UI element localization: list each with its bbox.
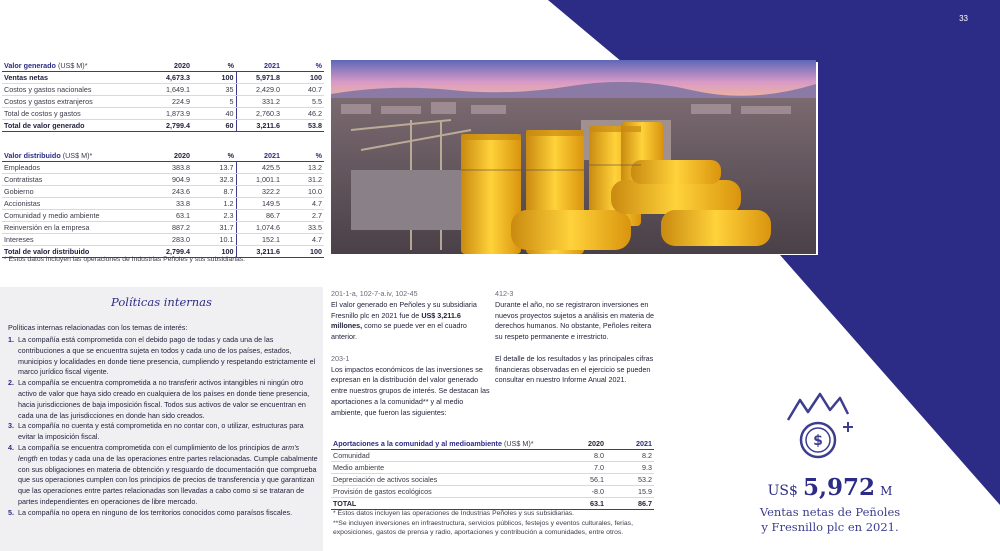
row-label: Comunidad bbox=[331, 450, 556, 462]
value-generated-title: Valor generado (US$ M)* bbox=[2, 60, 142, 72]
text-column-1 bbox=[331, 289, 493, 429]
value-distributed-footnote: * Estos datos incluyen las operaciones de Industrias Peñoles y sus subsidiarias. bbox=[4, 256, 246, 263]
table-row bbox=[2, 108, 324, 120]
cell-value: 425.5 bbox=[236, 162, 282, 174]
cell-value: 5,971.8 bbox=[236, 72, 282, 84]
cell-value: 53.8 bbox=[282, 120, 324, 132]
cell-value: 224.9 bbox=[142, 96, 192, 108]
table-row bbox=[331, 474, 654, 486]
cell-value: 31.2 bbox=[282, 174, 324, 186]
row-label: Costos y gastos nacionales bbox=[2, 84, 142, 96]
cell-value: 13.2 bbox=[282, 162, 324, 174]
policy-item: 3. La compañía no cuenta y está comprometida en no contar con, o utilizar, estructuras para evitar la imposición fiscal. bbox=[8, 421, 304, 442]
value-distributed-table: Valor distribuido (US$ M)* 2020 % 2021 % Empleados 383.8 13.7 425.5 13.2 Contratistas 904.9 32.3 1,001.1 31.2 Gobierno 243.6 8.7 322.2 10.0 Accionistas 33.8 1.2 149.5 4.7 Comunidad y medio ambiente 63.1 2.3 86.7 2.7 Reinversión en la empresa 887.2 31.7 1,074.6 33.5 Intereses 283.0 10.1 152.1 4.7 Total de valor distribuido 2,799.4 100 3,211.6 100 bbox=[4, 151, 322, 256]
cell-value: 100 bbox=[192, 72, 236, 84]
table-row bbox=[2, 222, 324, 234]
policy-item: 4. La compañía se encuentra comprometida con el cumplimiento de los principios de arm's length en todas y cada una de las operaciones entre partes relacionadas. Cumple cabalmente con sus obligaciones en materia de obtención y resguardo de documentación que comprueba que sus operaciones cumplen con los principios de precios de transferencia y que garantizan que las operaciones entre partes relacionadas son llevadas a cabo como si se trataran de partes independientes en operaciones de libre mercado. bbox=[8, 442, 318, 506]
row-label: Ventas netas bbox=[2, 72, 142, 84]
row-label: Total de costos y gastos bbox=[2, 108, 142, 120]
value-generated-table: Valor generado (US$ M)* 2020 % 2021 % Ventas netas 4,673.3 100 5,971.8 100 Costos y gastos nacionales 1,649.1 35 2,429.0 40.7 Costos y gastos extranjeros 224.9 5 331.2 5.5 Total de costos y gastos 1,873.9 40 2,760.3 46.2 Total de valor generado 2,799.4 60 3,211.6 53.8 bbox=[4, 61, 322, 130]
row-label: Total de valor generado bbox=[2, 120, 142, 132]
row-label: Costos y gastos extranjeros bbox=[2, 96, 142, 108]
row-label: Accionistas bbox=[2, 198, 142, 210]
row-label: Gobierno bbox=[2, 186, 142, 198]
table-row bbox=[2, 162, 324, 174]
policies-title: Políticas internas bbox=[111, 295, 212, 309]
net-sales-caption: Ventas netas de Peñoles y Fresnillo plc en 2021. bbox=[759, 505, 901, 534]
cell-value: 86.7 bbox=[236, 210, 282, 222]
cell-value: 40.7 bbox=[282, 84, 324, 96]
policy-item: 2. La compañía se encuentra comprometida a no transferir activos intangibles ni ningún otro activo de valor que haya sido creado en cualquiera de los países en donde tiene presencia, hacia jurisdicciones de baja imposición fiscal. Todos sus activos de valor se encuentran en cada una de las jurisdicciones en donde han sido creados. bbox=[8, 378, 310, 420]
table-row bbox=[2, 234, 324, 246]
cell-value: 10.0 bbox=[282, 186, 324, 198]
contributions-footnote-1: * Estos datos incluyen las operaciones de Industrias Peñoles y sus subsidiarias. bbox=[333, 510, 575, 517]
cell-value: 4.7 bbox=[282, 234, 324, 246]
cell-value: 31.7 bbox=[192, 222, 236, 234]
cell-value: 60 bbox=[192, 120, 236, 132]
paragraph: El valor generado en Peñoles y su subsidiaria Fresnillo plc en 2021 fue de US$ 3,211.6 millones, como se puede ver en el cuadro anterior. bbox=[331, 299, 477, 342]
row-label: Medio ambiente bbox=[331, 462, 556, 474]
cell-value: 86.7 bbox=[606, 498, 654, 510]
cell-value: 33.8 bbox=[142, 198, 192, 210]
table-row bbox=[2, 186, 324, 198]
policy-item: 1. La compañía está comprometida con el debido pago de todas y cada una de las contribuciones a que se encuentra sujeta en todos y cada uno de los países, estados, municipios y localidades en donde tiene presencia, cumpliendo y respetando estrictamente el marco jurídico fiscal vigente. bbox=[8, 335, 316, 377]
cell-value: 8.0 bbox=[556, 450, 606, 462]
paragraph: Los impactos económicos de las inversiones se expresan en la distribución del valor generado entre nuestros grupos de interés. Se destacan las aportaciones a la comunidad** y al medio ambiente, que fueron las siguientes: bbox=[331, 364, 490, 417]
cell-value: 243.6 bbox=[142, 186, 192, 198]
cell-value: 33.5 bbox=[282, 222, 324, 234]
table-row bbox=[2, 72, 324, 84]
cell-value: 13.7 bbox=[192, 162, 236, 174]
cell-value: 40 bbox=[192, 108, 236, 120]
cell-value: 56.1 bbox=[556, 474, 606, 486]
table-row bbox=[331, 498, 654, 510]
policies-intro: Políticas internas relacionadas con los temas de interés: bbox=[8, 323, 188, 332]
table-row bbox=[2, 84, 324, 96]
table-row bbox=[2, 96, 324, 108]
cell-value: 1,074.6 bbox=[236, 222, 282, 234]
cell-value: 149.5 bbox=[236, 198, 282, 210]
table-row bbox=[2, 198, 324, 210]
gri-code: 201-1-a, 102-7-a.iv, 102-45 bbox=[331, 289, 418, 298]
cell-value: 3,211.6 bbox=[236, 246, 282, 258]
mine-plant-photo bbox=[331, 60, 816, 254]
cell-value: 152.1 bbox=[236, 234, 282, 246]
cell-value: 100 bbox=[192, 246, 236, 258]
svg-text:$: $ bbox=[813, 433, 823, 449]
cell-value: 2,799.4 bbox=[142, 246, 192, 258]
cell-value: 1,001.1 bbox=[236, 174, 282, 186]
cell-value: 7.0 bbox=[556, 462, 606, 474]
cell-value: 4,673.3 bbox=[142, 72, 192, 84]
cell-value: 4.7 bbox=[282, 198, 324, 210]
cell-value: 1,873.9 bbox=[142, 108, 192, 120]
contributions-table: Aportaciones a la comunidad y al medioambiente (US$ M)* 2020 2021 Comunidad 8.0 8.2 Medio ambiente 7.0 9.3 Depreciación de activos sociales 56.1 53.2 Provisión de gastos ecológicos -8.0 15.9 TOTAL 63.1 86.7 bbox=[333, 439, 652, 508]
table-row bbox=[331, 450, 654, 462]
cell-value: 9.3 bbox=[606, 462, 654, 474]
paragraph: Durante el año, no se registraron inversiones en nuevos proyectos sujetos a análisis en materia de derechos humanos. No obstante, Peñoles reitera su respeto permanente e irrestricto. bbox=[495, 299, 655, 342]
cell-value: 2,760.3 bbox=[236, 108, 282, 120]
cell-value: 100 bbox=[282, 246, 324, 258]
value-distributed-title: Valor distribuido (US$ M)* bbox=[2, 150, 142, 162]
table-row bbox=[331, 462, 654, 474]
cell-value: 3,211.6 bbox=[236, 120, 282, 132]
cell-value: 63.1 bbox=[142, 210, 192, 222]
row-label: Empleados bbox=[2, 162, 142, 174]
row-label: Depreciación de activos sociales bbox=[331, 474, 556, 486]
policy-item: 5. La compañía no opera en ninguno de los territorios conocidos como paraísos fiscales. bbox=[8, 507, 293, 517]
cell-value: 100 bbox=[282, 72, 324, 84]
cell-value: 10.1 bbox=[192, 234, 236, 246]
policies-list bbox=[8, 335, 320, 519]
cell-value: 46.2 bbox=[282, 108, 324, 120]
row-label: Comunidad y medio ambiente bbox=[2, 210, 142, 222]
cell-value: 2,429.0 bbox=[236, 84, 282, 96]
cell-value: 5 bbox=[192, 96, 236, 108]
internal-policies-box bbox=[0, 287, 323, 551]
net-sales-value: US$ 5,972 M bbox=[767, 474, 893, 501]
row-label: Provisión de gastos ecológicos bbox=[331, 486, 556, 498]
money-growth-icon bbox=[786, 392, 856, 464]
cell-value: 2.3 bbox=[192, 210, 236, 222]
table-row bbox=[331, 486, 654, 498]
table-row bbox=[2, 174, 324, 186]
cell-value: 5.5 bbox=[282, 96, 324, 108]
cell-value: 15.9 bbox=[606, 486, 654, 498]
cell-value: 63.1 bbox=[556, 498, 606, 510]
gri-code: 412-3 bbox=[495, 289, 514, 298]
cell-value: 8.7 bbox=[192, 186, 236, 198]
row-label: TOTAL bbox=[331, 498, 556, 510]
row-label: Reinversión en la empresa bbox=[2, 222, 142, 234]
cell-value: 322.2 bbox=[236, 186, 282, 198]
cell-value: 1.2 bbox=[192, 198, 236, 210]
contributions-title: Aportaciones a la comunidad y al medioambiente (US$ M)* bbox=[331, 438, 556, 450]
row-label: Contratistas bbox=[2, 174, 142, 186]
cell-value: 8.2 bbox=[606, 450, 654, 462]
cell-value: 1,649.1 bbox=[142, 84, 192, 96]
page-number: 33 bbox=[959, 14, 968, 23]
cell-value: 887.2 bbox=[142, 222, 192, 234]
cell-value: 53.2 bbox=[606, 474, 654, 486]
cell-value: 2,799.4 bbox=[142, 120, 192, 132]
table-row bbox=[2, 210, 324, 222]
table-row bbox=[2, 120, 324, 132]
cell-value: 331.2 bbox=[236, 96, 282, 108]
paragraph: El detalle de los resultados y las principales cifras financieras observadas en el ejercicio se pueden consultar en nuestro Informe Anual 2021. bbox=[495, 353, 654, 385]
cell-value: 2.7 bbox=[282, 210, 324, 222]
gri-code: 203-1 bbox=[331, 353, 350, 363]
row-label: Total de valor distribuido bbox=[2, 246, 142, 258]
cell-value: 283.0 bbox=[142, 234, 192, 246]
cell-value: 32.3 bbox=[192, 174, 236, 186]
text-column-2 bbox=[495, 289, 655, 397]
cell-value: -8.0 bbox=[556, 486, 606, 498]
contributions-footnote-2: **Se incluyen inversiones en infraestructura, servicios públicos, festejos y eventos culturales, ferias, exposiciones, gastos de prensa y radio, aportaciones y contribución a comunidades, entre otros. bbox=[333, 520, 633, 536]
cell-value: 383.8 bbox=[142, 162, 192, 174]
cell-value: 35 bbox=[192, 84, 236, 96]
row-label: Intereses bbox=[2, 234, 142, 246]
cell-value: 904.9 bbox=[142, 174, 192, 186]
